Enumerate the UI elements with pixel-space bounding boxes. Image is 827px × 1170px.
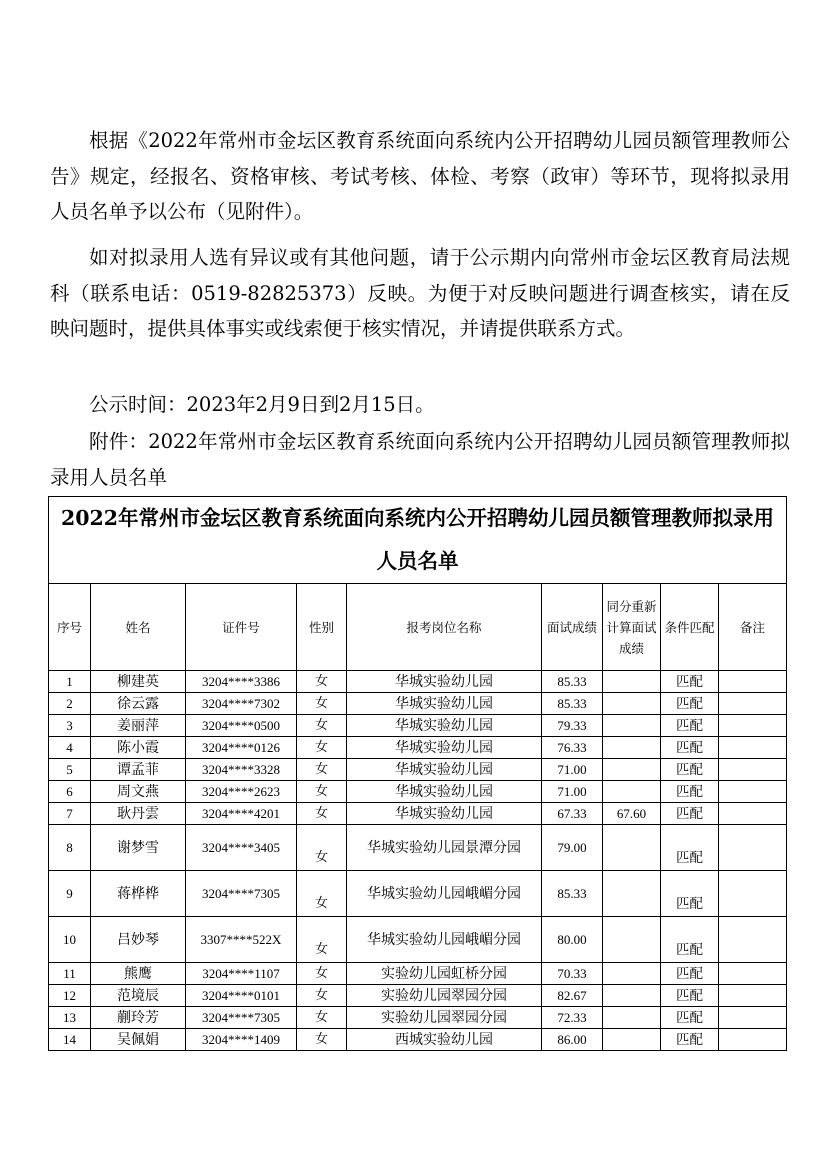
header-id: 证件号 — [186, 584, 297, 671]
cell-score: 67.33 — [542, 803, 603, 825]
cell-seq: 9 — [49, 871, 91, 917]
cell-post: 实验幼儿园翠园分园 — [347, 1007, 542, 1029]
cell-recalc-score — [603, 1007, 661, 1029]
paragraph-objection-contact: 如对拟录用人选有异议或有其他问题，请于公示期内向常州市金坛区教育局法规科（联系电话：0519-82825373）反映。为便于对反映问题进行调查核实，请在反映问题时，提供具体事实或线索便于核实情况，并请提供联系方式。 — [50, 246, 790, 341]
table-row — [49, 825, 787, 871]
cell-id: 3204****1409 — [186, 1029, 297, 1051]
table-row — [49, 715, 787, 737]
cell-note — [719, 985, 787, 1007]
cell-note — [719, 803, 787, 825]
cell-score: 80.00 — [542, 917, 603, 963]
cell-post: 华城实验幼儿园 — [347, 737, 542, 759]
cell-score: 70.33 — [542, 963, 603, 985]
cell-id: 3204****7305 — [186, 1007, 297, 1029]
cell-score: 85.33 — [542, 871, 603, 917]
cell-score: 82.67 — [542, 985, 603, 1007]
cell-seq: 12 — [49, 985, 91, 1007]
cell-id: 3204****7305 — [186, 871, 297, 917]
cell-name: 谢梦雪 — [91, 825, 186, 871]
cell-seq: 4 — [49, 737, 91, 759]
cell-name: 姜丽萍 — [91, 715, 186, 737]
cell-name: 陈小霞 — [91, 737, 186, 759]
cell-name: 周文燕 — [91, 781, 186, 803]
cell-note — [719, 871, 787, 917]
cell-sex: 女 — [297, 671, 347, 693]
cell-match: 匹配 — [661, 871, 719, 917]
cell-recalc-score — [603, 759, 661, 781]
cell-id: 3307****522X — [186, 917, 297, 963]
cell-post: 华城实验幼儿园 — [347, 671, 542, 693]
cell-note — [719, 825, 787, 871]
cell-sex: 女 — [297, 963, 347, 985]
cell-match: 匹配 — [661, 781, 719, 803]
cell-score: 86.00 — [542, 1029, 603, 1051]
cell-recalc-score — [603, 781, 661, 803]
cell-name: 徐云露 — [91, 693, 186, 715]
cell-note — [719, 715, 787, 737]
paragraph-announcement: 根据《2022年常州市金坛区教育系统面向系统内公开招聘幼儿园员额管理教师公告》规定，经报名、资格审核、考试考核、体检、考察（政审）等环节，现将拟录用人员名单予以公布（见附件）。 — [50, 129, 790, 224]
header-note: 备注 — [719, 584, 787, 671]
table-row — [49, 985, 787, 1007]
cell-id: 3204****2623 — [186, 781, 297, 803]
cell-note — [719, 737, 787, 759]
cell-sex: 女 — [297, 715, 347, 737]
table-row — [49, 803, 787, 825]
cell-recalc-score — [603, 671, 661, 693]
cell-sex: 女 — [297, 803, 347, 825]
header-seq: 序号 — [49, 584, 91, 671]
cell-score: 76.33 — [542, 737, 603, 759]
paragraph-attachment: 附件：2022年常州市金坛区教育系统面向系统内公开招聘幼儿园员额管理教师拟录用人员名单 — [50, 430, 790, 489]
cell-sex: 女 — [297, 871, 347, 917]
cell-id: 3204****3386 — [186, 671, 297, 693]
cell-post: 华城实验幼儿园峨嵋分园 — [347, 871, 542, 917]
cell-note — [719, 781, 787, 803]
cell-recalc-score: 67.60 — [603, 803, 661, 825]
cell-post: 西城实验幼儿园 — [347, 1029, 542, 1051]
cell-id: 3204****4201 — [186, 803, 297, 825]
cell-seq: 1 — [49, 671, 91, 693]
cell-note — [719, 1029, 787, 1051]
cell-note — [719, 1007, 787, 1029]
cell-id: 3204****1107 — [186, 963, 297, 985]
cell-sex: 女 — [297, 825, 347, 871]
cell-recalc-score — [603, 825, 661, 871]
cell-name: 吕妙琴 — [91, 917, 186, 963]
cell-note — [719, 963, 787, 985]
cell-name: 熊鹰 — [91, 963, 186, 985]
cell-match: 匹配 — [661, 803, 719, 825]
cell-score: 85.33 — [542, 671, 603, 693]
table-row — [49, 1007, 787, 1029]
cell-seq: 13 — [49, 1007, 91, 1029]
table-row — [49, 871, 787, 917]
cell-seq: 3 — [49, 715, 91, 737]
cell-id: 3204****0101 — [186, 985, 297, 1007]
cell-recalc-score — [603, 737, 661, 759]
cell-name: 柳建英 — [91, 671, 186, 693]
cell-score: 79.33 — [542, 715, 603, 737]
cell-recalc-score — [603, 871, 661, 917]
cell-name: 蒯玲芳 — [91, 1007, 186, 1029]
cell-id: 3204****0126 — [186, 737, 297, 759]
cell-name: 吴佩娟 — [91, 1029, 186, 1051]
table-row — [49, 759, 787, 781]
cell-recalc-score — [603, 985, 661, 1007]
cell-match: 匹配 — [661, 759, 719, 781]
cell-note — [719, 693, 787, 715]
table-header-row — [49, 584, 787, 671]
cell-sex: 女 — [297, 1029, 347, 1051]
header-recalc-score: 同分重新计算面试成绩 — [603, 584, 661, 671]
cell-note — [719, 917, 787, 963]
cell-match: 匹配 — [661, 671, 719, 693]
cell-match: 匹配 — [661, 715, 719, 737]
cell-match: 匹配 — [661, 825, 719, 871]
cell-id: 3204****3328 — [186, 759, 297, 781]
cell-match: 匹配 — [661, 1029, 719, 1051]
cell-id: 3204****3405 — [186, 825, 297, 871]
cell-sex: 女 — [297, 781, 347, 803]
cell-match: 匹配 — [661, 693, 719, 715]
cell-recalc-score — [603, 1029, 661, 1051]
cell-score: 79.00 — [542, 825, 603, 871]
cell-seq: 11 — [49, 963, 91, 985]
cell-seq: 5 — [49, 759, 91, 781]
cell-match: 匹配 — [661, 917, 719, 963]
cell-seq: 10 — [49, 917, 91, 963]
cell-match: 匹配 — [661, 985, 719, 1007]
cell-name: 蒋桦桦 — [91, 871, 186, 917]
cell-note — [719, 671, 787, 693]
cell-name: 耿丹雲 — [91, 803, 186, 825]
cell-sex: 女 — [297, 985, 347, 1007]
header-post: 报考岗位名称 — [347, 584, 542, 671]
table-row — [49, 1029, 787, 1051]
cell-post: 华城实验幼儿园 — [347, 781, 542, 803]
header-match: 条件匹配 — [661, 584, 719, 671]
table-row — [49, 671, 787, 693]
cell-post: 实验幼儿园翠园分园 — [347, 985, 542, 1007]
cell-seq: 2 — [49, 693, 91, 715]
cell-post: 华城实验幼儿园峨嵋分园 — [347, 917, 542, 963]
table-row — [49, 917, 787, 963]
cell-id: 3204****7302 — [186, 693, 297, 715]
cell-post: 华城实验幼儿园 — [347, 759, 542, 781]
hiring-roster-table — [48, 496, 787, 1051]
cell-sex: 女 — [297, 693, 347, 715]
cell-match: 匹配 — [661, 737, 719, 759]
cell-note — [719, 759, 787, 781]
cell-name: 谭孟菲 — [91, 759, 186, 781]
cell-sex: 女 — [297, 917, 347, 963]
table-row — [49, 737, 787, 759]
cell-sex: 女 — [297, 1007, 347, 1029]
table-row — [49, 781, 787, 803]
table-title: 2022年常州市金坛区教育系统面向系统内公开招聘幼儿园员额管理教师拟录用人员名单 — [49, 497, 787, 584]
cell-match: 匹配 — [661, 963, 719, 985]
cell-post: 实验幼儿园虹桥分园 — [347, 963, 542, 985]
cell-post: 华城实验幼儿园 — [347, 715, 542, 737]
paragraph-publicity-period: 公示时间：2023年2月9日到2月15日。 — [89, 393, 435, 416]
cell-seq: 7 — [49, 803, 91, 825]
table-body — [49, 671, 787, 1051]
cell-sex: 女 — [297, 759, 347, 781]
cell-seq: 14 — [49, 1029, 91, 1051]
table-row — [49, 693, 787, 715]
cell-seq: 8 — [49, 825, 91, 871]
cell-recalc-score — [603, 693, 661, 715]
cell-name: 范境辰 — [91, 985, 186, 1007]
cell-score: 71.00 — [542, 781, 603, 803]
cell-score: 71.00 — [542, 759, 603, 781]
cell-post: 华城实验幼儿园 — [347, 803, 542, 825]
cell-match: 匹配 — [661, 1007, 719, 1029]
cell-score: 72.33 — [542, 1007, 603, 1029]
cell-sex: 女 — [297, 737, 347, 759]
cell-score: 85.33 — [542, 693, 603, 715]
cell-id: 3204****0500 — [186, 715, 297, 737]
header-name: 姓名 — [91, 584, 186, 671]
header-sex: 性别 — [297, 584, 347, 671]
cell-recalc-score — [603, 917, 661, 963]
table-row — [49, 963, 787, 985]
cell-post: 华城实验幼儿园景潭分园 — [347, 825, 542, 871]
header-score: 面试成绩 — [542, 584, 603, 671]
cell-post: 华城实验幼儿园 — [347, 693, 542, 715]
cell-recalc-score — [603, 715, 661, 737]
cell-recalc-score — [603, 963, 661, 985]
cell-seq: 6 — [49, 781, 91, 803]
